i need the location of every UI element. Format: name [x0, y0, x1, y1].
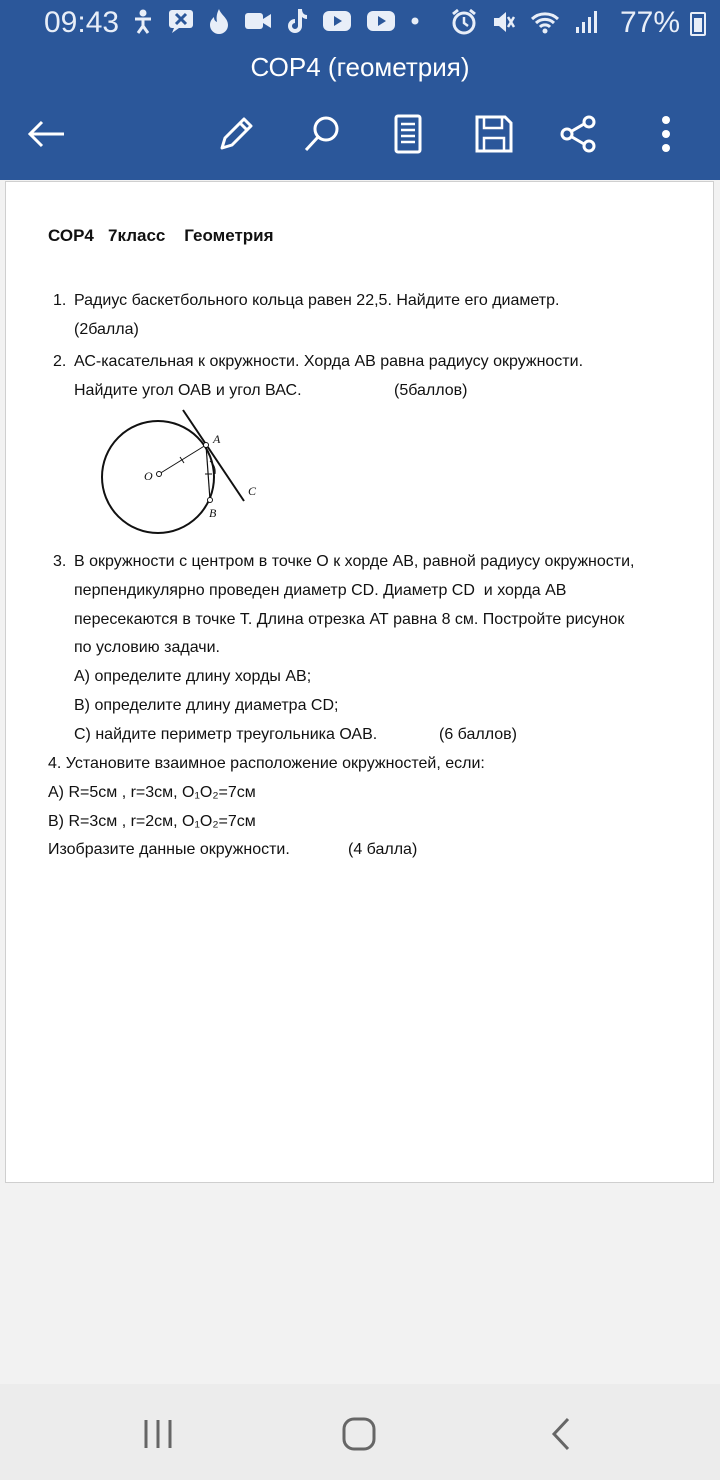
tiktok-icon — [286, 8, 308, 34]
alarm-icon — [450, 8, 478, 36]
q3-points: (6 баллов) — [439, 726, 517, 743]
battery-icon — [690, 12, 706, 36]
q1-line-1: Радиус баскетбольного кольца равен 22,5. Найдите его диаметр. — [74, 292, 560, 309]
q2-points: (5баллов) — [394, 382, 468, 399]
recents-button[interactable] — [128, 1404, 188, 1464]
q1-line-2: (2балла) — [74, 321, 139, 338]
q3-line: В) определите длину диаметра CD; — [74, 697, 339, 714]
system-nav-bar — [0, 1384, 720, 1480]
figure-label-o: O — [144, 469, 153, 483]
figure-point-b — [208, 498, 213, 503]
search-icon — [302, 114, 342, 154]
more-icon — [660, 114, 672, 154]
q3-number: 3. — [53, 553, 67, 570]
figure-label-b: B — [209, 506, 217, 520]
back-button[interactable] — [16, 104, 76, 164]
q3-line: В окружности с центром в точке О к хорде АВ, равной радиусу окружности, — [74, 553, 635, 570]
document-heading: СОР4 7класс Геометрия — [48, 226, 274, 245]
q1-number: 1. — [53, 292, 67, 309]
read-mode-icon — [394, 114, 422, 154]
figure-label-a: A — [213, 432, 221, 446]
document-title: СОР4 (геометрия) — [250, 52, 470, 82]
nav-back-button[interactable] — [531, 1404, 591, 1464]
document-page[interactable] — [5, 181, 714, 1183]
figure-circle — [102, 421, 214, 533]
toolbar — [0, 104, 720, 164]
save-button[interactable] — [464, 104, 524, 164]
wifi-icon — [530, 9, 560, 35]
q4-case-a: А) R=5см , r=3см, O₁O₂=7см — [48, 784, 256, 801]
share-button[interactable] — [549, 104, 609, 164]
edit-icon — [216, 114, 256, 154]
figure-tick-oa — [180, 457, 184, 463]
q2-line-2: Найдите угол ОАВ и угол ВАС. — [74, 382, 302, 399]
message-icon — [168, 8, 194, 34]
status-bar — [0, 0, 720, 48]
youtube-icon — [366, 10, 396, 32]
q3-line: по условию задачи. — [74, 639, 220, 656]
battery-percent: 77% — [619, 6, 680, 39]
q3-line: перпендикулярно проведен диаметр CD. Диаметр CD и хорда АВ — [74, 582, 567, 599]
accessibility-icon — [132, 8, 154, 34]
figure-radius-oa — [159, 445, 206, 474]
figure-point-o — [157, 472, 162, 477]
recents-icon — [141, 1417, 175, 1451]
home-button[interactable] — [329, 1404, 389, 1464]
q4-line-4: Изобразите данные окружности. — [48, 841, 290, 858]
home-icon — [341, 1416, 377, 1452]
more-options-button[interactable] — [636, 104, 696, 164]
q4-case-b: В) R=3см , r=2см, O₁O₂=7см — [48, 813, 256, 830]
back-icon — [549, 1416, 573, 1452]
figure-label-c: C — [248, 484, 257, 498]
q4-line-1: 4. Установите взаимное расположение окружностей, если: — [48, 755, 485, 772]
q2-line-1: АС-касательная к окружности. Хорда АВ равна радиусу окружности. — [74, 353, 584, 370]
figure-point-a — [204, 443, 209, 448]
video-icon — [244, 10, 272, 32]
dot-icon — [410, 16, 420, 26]
save-icon — [474, 114, 514, 154]
back-arrow-icon — [26, 119, 66, 149]
youtube-icon — [322, 10, 352, 32]
search-button[interactable] — [292, 104, 352, 164]
flame-icon — [208, 8, 230, 34]
q4-points: (4 балла) — [348, 841, 418, 858]
q2-number: 2. — [53, 353, 67, 370]
mute-icon — [492, 9, 516, 35]
read-mode-button[interactable] — [378, 104, 438, 164]
q3-line: А) определите длину хорды АВ; — [74, 668, 312, 685]
edit-button[interactable] — [206, 104, 266, 164]
app-bar — [0, 0, 720, 180]
q3-last-line: С) найдите периметр треугольника ОАВ. — [74, 726, 378, 743]
q3-line: пересекаются в точке Т. Длина отрезка АТ равна 8 см. Постройте рисунок — [74, 611, 625, 628]
share-icon — [559, 114, 599, 154]
signal-icon — [574, 9, 600, 35]
status-time: 09:43 — [44, 6, 120, 39]
tangent-chord-figure — [98, 408, 268, 538]
